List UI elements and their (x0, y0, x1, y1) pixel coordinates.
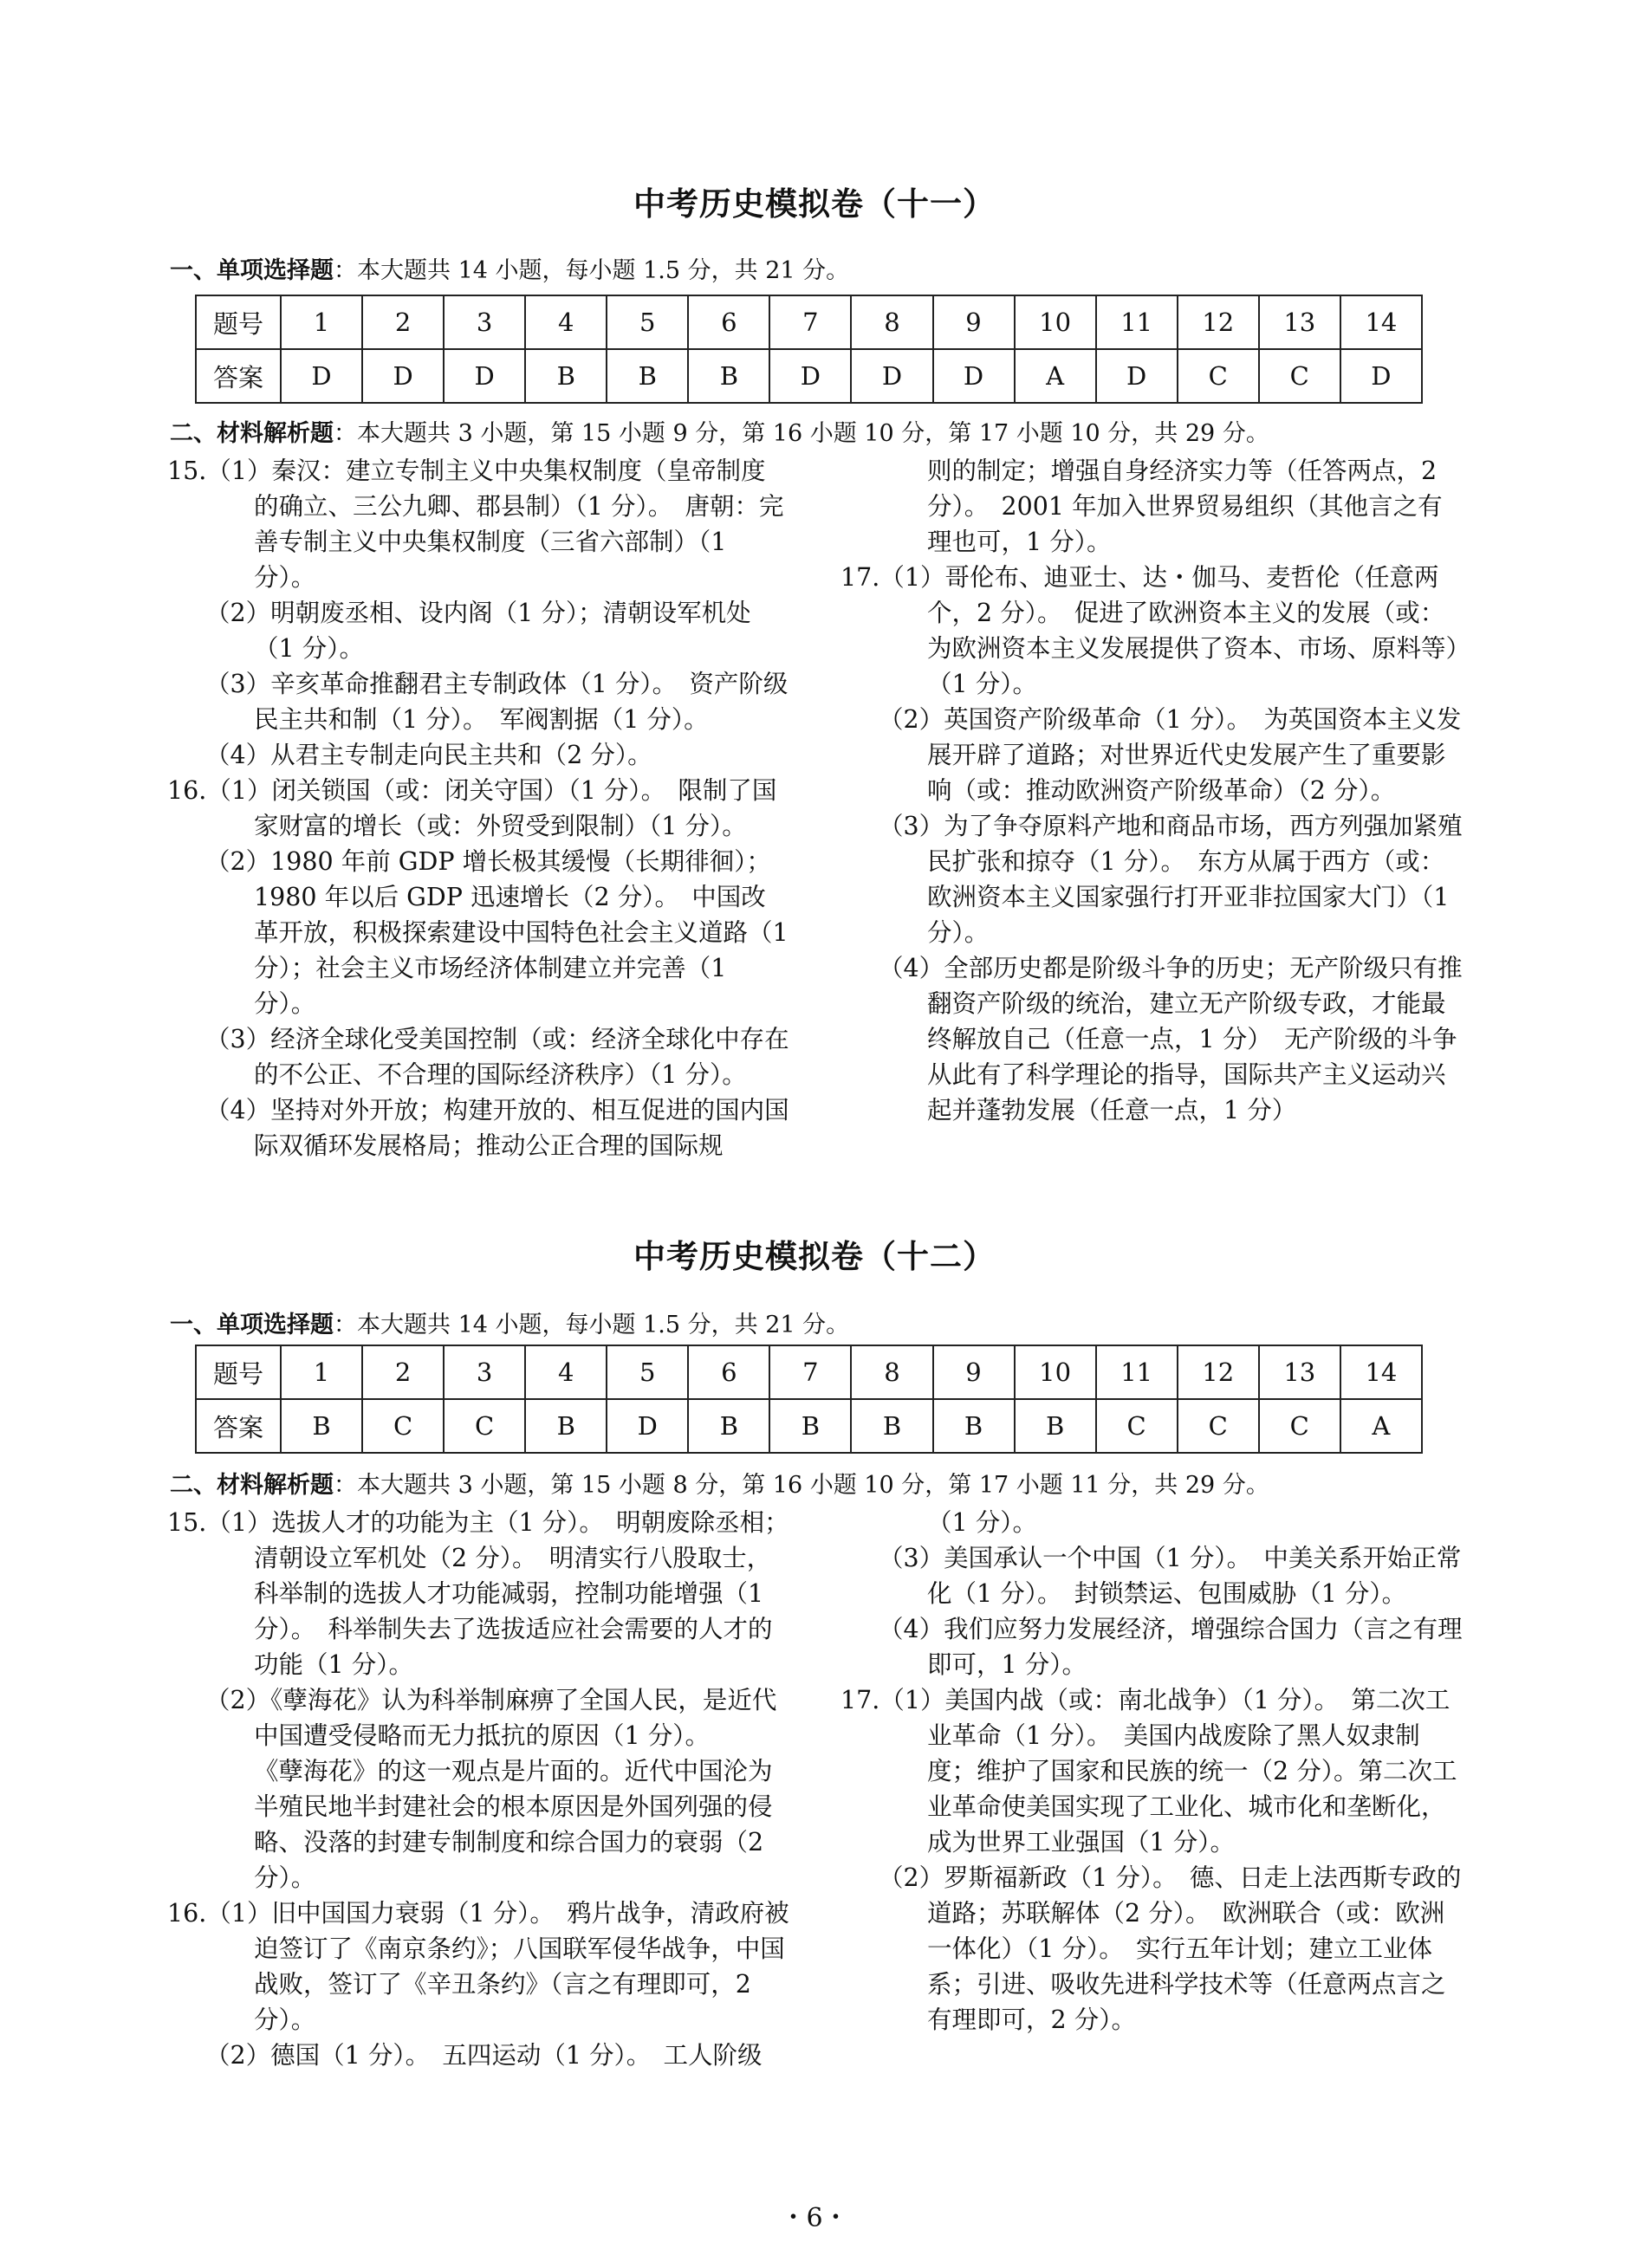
table-cell: 3 (444, 1345, 525, 1399)
table-cell: 答案 (196, 1399, 281, 1453)
table-cell: C (1259, 1399, 1340, 1453)
table-cell: B (851, 1399, 932, 1453)
answer-paragraph: 16.（1）旧中国国力衰弱（1 分）。 鸦片战争，清政府被迫签订了《南京条约》；八国联军侵华战争，中国战败，签订了《辛丑条约》（言之有理即可，2 分）。 (167, 1899, 789, 2034)
table-cell: C (362, 1399, 444, 1453)
table-cell: B (933, 1399, 1015, 1453)
answer-paragraph: 17.（1）哥伦布、迪亚士、达・伽马、麦哲伦（任意两个，2 分）。 促进了欧洲资本主义的发展（或：为欧洲资本主义发展提供了资本、市场、原料等）（1 分）。 (840, 563, 1458, 698)
table-cell: 8 (851, 295, 932, 349)
table-cell: B (1015, 1399, 1096, 1453)
answer-paragraph: （4）全部历史都是阶级斗争的历史；无产阶级只有推翻资产阶级的统治，建立无产阶级专政，才能最终解放自己（任意一点，1 分） 无产阶级的斗争从此有了科学理论的指导，国际共产主义运动兴起并蓬勃发展（任意一点，1 分） (879, 954, 1463, 1124)
table-cell: 8 (851, 1345, 932, 1399)
table-row-question-numbers (196, 1345, 1422, 1399)
table-cell: 题号 (196, 1345, 281, 1399)
paper2-right-column (840, 1505, 1463, 2038)
table-cell: C (1178, 349, 1259, 403)
table-cell: D (607, 1399, 688, 1453)
table-cell: C (444, 1399, 525, 1453)
paper1-section1: 一、单项选择题：本大题共 14 小题，每小题 1.5 分，共 21 分。 (170, 257, 850, 284)
answer-paragraph: （2）1980 年前 GDP 增长极其缓慢（长期徘徊）；1980 年以后 GDP 迅速增长（2 分）。 中国改革开放，积极探索建设中国特色社会主义道路（1 分）；社会主义市场经济体制建立并完善（1 分）。 (205, 847, 789, 1018)
answer-paragraph: 15.（1）秦汉：建立专制主义中央集权制度（皇帝制度的确立、三公九卿、郡县制）（1 分）。 唐朝：完善专制主义中央集权制度（三省六部制）（1 分）。 (167, 457, 784, 592)
table-cell: D (281, 349, 362, 403)
table-cell: 11 (1096, 295, 1178, 349)
table-cell: 7 (769, 1345, 851, 1399)
table-cell: B (688, 1399, 769, 1453)
table-cell: 5 (607, 295, 688, 349)
paper1-answer-table (195, 295, 1423, 404)
table-cell: 12 (1178, 1345, 1259, 1399)
table-cell: 13 (1259, 1345, 1340, 1399)
table-cell: B (525, 1399, 607, 1453)
answer-paragraph: 则的制定；增强自身经济实力等（任答两点，2 分）。 2001 年加入世界贸易组织（其他言之有理也可，1 分）。 (927, 457, 1443, 556)
table-cell: 10 (1015, 295, 1096, 349)
table-cell: B (607, 349, 688, 403)
table-cell: B (281, 1399, 362, 1453)
table-row-answers (196, 1399, 1422, 1453)
table-cell: 14 (1340, 1345, 1422, 1399)
answer-paragraph: （2）英国资产阶级革命（1 分）。 为英国资本主义发展开辟了道路；对世界近代史发展产生了重要影响（或：推动欧洲资产阶级革命）（2 分）。 (879, 705, 1462, 805)
table-cell: 13 (1259, 295, 1340, 349)
answer-paragraph: （3）经济全球化受美国控制（或：经济全球化中存在的不公正、不合理的国际经济秩序）（1 分）。 (205, 1025, 789, 1089)
answer-paragraph: （4）从君主专制走向民主共和（2 分）。 (205, 741, 652, 769)
answer-paragraph: （2）德国（1 分）。 五四运动（1 分）。 工人阶级 (205, 2041, 763, 2070)
answer-paragraph: （2）《孽海花》认为科举制麻痹了全国人民，是近代中国遭受侵略而无力抵抗的原因（1 分）。 (205, 1686, 777, 1750)
table-cell: 4 (525, 1345, 607, 1399)
answer-paragraph: （1 分）。 (927, 1508, 1037, 1537)
table-cell: B (688, 349, 769, 403)
table-cell: C (1178, 1399, 1259, 1453)
table-cell: D (1096, 349, 1178, 403)
table-cell: A (1015, 349, 1096, 403)
answer-paragraph: （3）美国承认一个中国（1 分）。 中美关系开始正常化（1 分）。 封锁禁运、包围威胁（1 分）。 (879, 1544, 1462, 1608)
table-cell: 12 (1178, 295, 1259, 349)
paper1-title: 中考历史模拟卷（十一） (633, 185, 996, 223)
page-number: ・6・ (780, 2203, 849, 2233)
table-cell: 9 (933, 1345, 1015, 1399)
answer-paragraph: （3）辛亥革命推翻君主专制政体（1 分）。 资产阶级民主共和制（1 分）。 军阀割据（1 分）。 (205, 670, 789, 734)
paper1-right-column (840, 453, 1463, 1128)
table-cell: 11 (1096, 1345, 1178, 1399)
table-cell: 1 (281, 295, 362, 349)
table-row-question-numbers (196, 295, 1422, 349)
table-cell: D (1340, 349, 1422, 403)
answer-paragraph: （3）为了争夺原料产地和商品市场，西方列强加紧殖民扩张和掠夺（1 分）。 东方从属于西方（或：欧洲资本主义国家强行打开亚非拉国家大门）（1 分）。 (879, 812, 1463, 947)
table-row-answers (196, 349, 1422, 403)
answer-paragraph: 15.（1）选拔人才的功能为主（1 分）。 明朝废除丞相；清朝设立军机处（2 分）。 明清实行八股取士，科举制的选拔人才功能减弱，控制功能增强（1 分）。 科举制失去了选拔适应社会需要的人才的功能（1 分）。 (167, 1508, 789, 1679)
table-cell: 4 (525, 295, 607, 349)
table-cell: B (769, 1399, 851, 1453)
table-cell: 14 (1340, 295, 1422, 349)
table-cell: 2 (362, 1345, 444, 1399)
table-cell: 6 (688, 1345, 769, 1399)
table-cell: 10 (1015, 1345, 1096, 1399)
answer-paragraph: 17.（1）美国内战（或：南北战争）（1 分）。 第二次工业革命（1 分）。 美国内战废除了黑人奴隶制度；维护了国家和民族的统一（2 分）。第二次工业革命使美国实现了工业化、城市化和垄断化，成为世界工业强国（1 分）。 (840, 1686, 1457, 1857)
paper1-section2: 二、材料解析题：本大题共 3 小题，第 15 小题 9 分，第 16 小题 10 分，第 17 小题 10 分，共 29 分。 (170, 420, 1269, 447)
table-cell: 9 (933, 295, 1015, 349)
paper2-left-column (167, 1505, 789, 2073)
table-cell: C (1096, 1399, 1178, 1453)
table-cell: D (444, 349, 525, 403)
table-cell: B (525, 349, 607, 403)
answer-paragraph: （2）明朝废丞相、设内阁（1 分）；清朝设军机处（1 分）。 (205, 599, 751, 663)
paper1-left-column (167, 453, 789, 1163)
table-cell: A (1340, 1399, 1422, 1453)
table-cell: D (933, 349, 1015, 403)
answer-paragraph: （4）我们应努力发展经济，增强综合国力（言之有理即可，1 分）。 (879, 1615, 1463, 1679)
answer-paragraph: （2）罗斯福新政（1 分）。 德、日走上法西斯专政的道路；苏联解体（2 分）。 欧洲联合（或：欧洲一体化）（1 分）。 实行五年计划；建立工业体系；引进、吸收先进科学技术等（任意两点言之有理即可，2 分）。 (879, 1863, 1462, 2034)
answer-paragraph: （4）坚持对外开放；构建开放的、相互促进的国内国际双循环发展格局；推动公正合理的国际规 (205, 1096, 789, 1160)
table-cell: 1 (281, 1345, 362, 1399)
table-cell: C (1259, 349, 1340, 403)
paper2-section2: 二、材料解析题：本大题共 3 小题，第 15 小题 8 分，第 16 小题 10 分，第 17 小题 11 分，共 29 分。 (170, 1472, 1269, 1499)
table-cell: 7 (769, 295, 851, 349)
answer-paragraph: 《孽海花》的这一观点是片面的。近代中国沦为半殖民地半封建社会的根本原因是外国列强的侵略、没落的封建专制制度和综合国力的衰弱（2 分）。 (254, 1757, 773, 1892)
answer-paragraph: 16.（1）闭关锁国（或：闭关守国）（1 分）。 限制了国家财富的增长（或：外贸受到限制）（1 分）。 (167, 776, 777, 840)
table-cell: 2 (362, 295, 444, 349)
paper2-section1: 一、单项选择题：本大题共 14 小题，每小题 1.5 分，共 21 分。 (170, 1312, 850, 1338)
table-cell: 6 (688, 295, 769, 349)
table-cell: D (851, 349, 932, 403)
table-cell: 5 (607, 1345, 688, 1399)
table-cell: 题号 (196, 295, 281, 349)
paper2-answer-table (195, 1345, 1423, 1454)
table-cell: 答案 (196, 349, 281, 403)
table-cell: D (362, 349, 444, 403)
table-cell: 3 (444, 295, 525, 349)
paper2-title: 中考历史模拟卷（十二） (633, 1238, 996, 1275)
table-cell: D (769, 349, 851, 403)
